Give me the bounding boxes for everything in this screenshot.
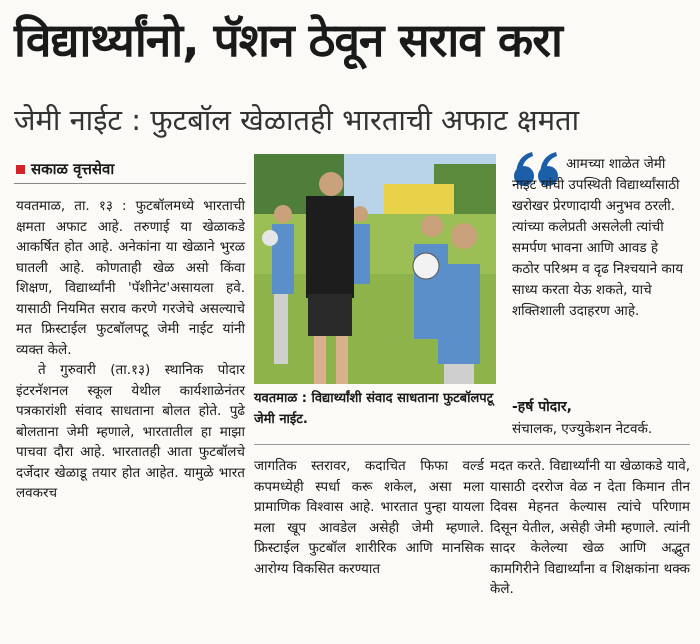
photo-caption: यवतमाळ : विद्यार्थ्यांशी संवाद साधताना फुटबॉलपटू जेमी नाईट. xyxy=(254,391,494,427)
byline-text: सकाळ वृत्तसेवा xyxy=(31,160,115,178)
quote-text: आमच्या शाळेत जेमी नाइट यांची उपस्थिती विद्यार्थ्यांसाठी खरोखर प्रेरणादायी अनुभव ठरली. त्यांच्या कलेप्रती असलेली त्यांची समर्पण भावना आणि आवड हे कठोर परिश्रम व दृढ निश्चयाने काय साध्य करता येऊ शकते, याचे शक्तिशाली उदाहरण आहे. xyxy=(512,156,684,319)
quote-author: -हर्ष पोदार, xyxy=(512,399,572,415)
red-square-icon xyxy=(16,165,25,174)
article-photo xyxy=(254,154,496,384)
article-paragraph-3: जागतिक स्तरावर, कदाचित फिफा वर्ल्ड कपमध्येही स्पर्धा करू शकेल, असा मला प्रामाणिक विश्वास आहे. भारतात पुन्हा यायला मला खूप आवडेल असेही जेमी म्हणाले. फ्रिस्टाईल फुटबॉल शारीरिक आणि मानसिक आरोग्य विकसित करण्यात xyxy=(254,458,484,577)
headline: विद्यार्थ्यांनो, पॅशन ठेवून सराव करा xyxy=(14,13,562,67)
byline-rule xyxy=(14,183,246,184)
article-paragraph-1: यवतमाळ, ता. १३ : फुटबॉलमध्ये भारताची क्षमता अफाट आहे. तरुणाई या खेळाकडे आकर्षित होत आहे. अनेकांना या खेळाने भुरळ घातली आहे. कोणताही खेळ असो किंवा शिक्षण, विद्यार्थ्यांनी 'पॅशीनेट'असायला हवे. यासाठी नियमित सराव करणे गरजेचे असल्याचे मत फ्रिस्टाईल फुटबॉलपटू जेमी नाईट यांनी व्यक्त केले. xyxy=(16,198,245,358)
byline xyxy=(16,158,114,180)
quote-author-role: संचालक, एज्युकेशन नेटवर्क. xyxy=(512,421,653,437)
subheadline: जेमी नाईट : फुटबॉल खेळातही भारताची अफाट क्षमता xyxy=(14,103,580,137)
article-column-1 xyxy=(16,196,245,504)
section-divider xyxy=(254,444,690,445)
article-column-2 xyxy=(254,456,484,579)
article-column-3 xyxy=(490,456,690,600)
article-paragraph-2: ते गुरुवारी (ता.१३) स्थानिक पोदार इंटरनॅशनल स्कूल येथील कार्यशाळेनंतर पत्रकारांशी संवाद साधताना बोलत होते. पुढे बोलताना जेमी म्हणाले, भारतातील हा माझा पाचवा दौरा आहे. भारतातही आता फुटबॉलचे दर्जेदार खेळाडू तयार होत आहेत. यामुळे भारत लवकरच xyxy=(16,362,245,501)
photo-illustration xyxy=(254,154,496,384)
article-paragraph-4: मदत करते. विद्यार्थ्यांनी या खेळाकडे यावे, यासाठी दररोज वेळ न देता किमान तीन दिवस मेहनत केल्यास त्यांचे परिणाम दिसून येतील, असेही जेमी म्हणाले. त्यांनी सादर केलेल्या खेळ आणि अद्भुत कामगिरीने विद्यार्थ्यांना व शिक्षकांना थक्क केले. xyxy=(490,458,690,597)
quote-box xyxy=(512,154,688,322)
